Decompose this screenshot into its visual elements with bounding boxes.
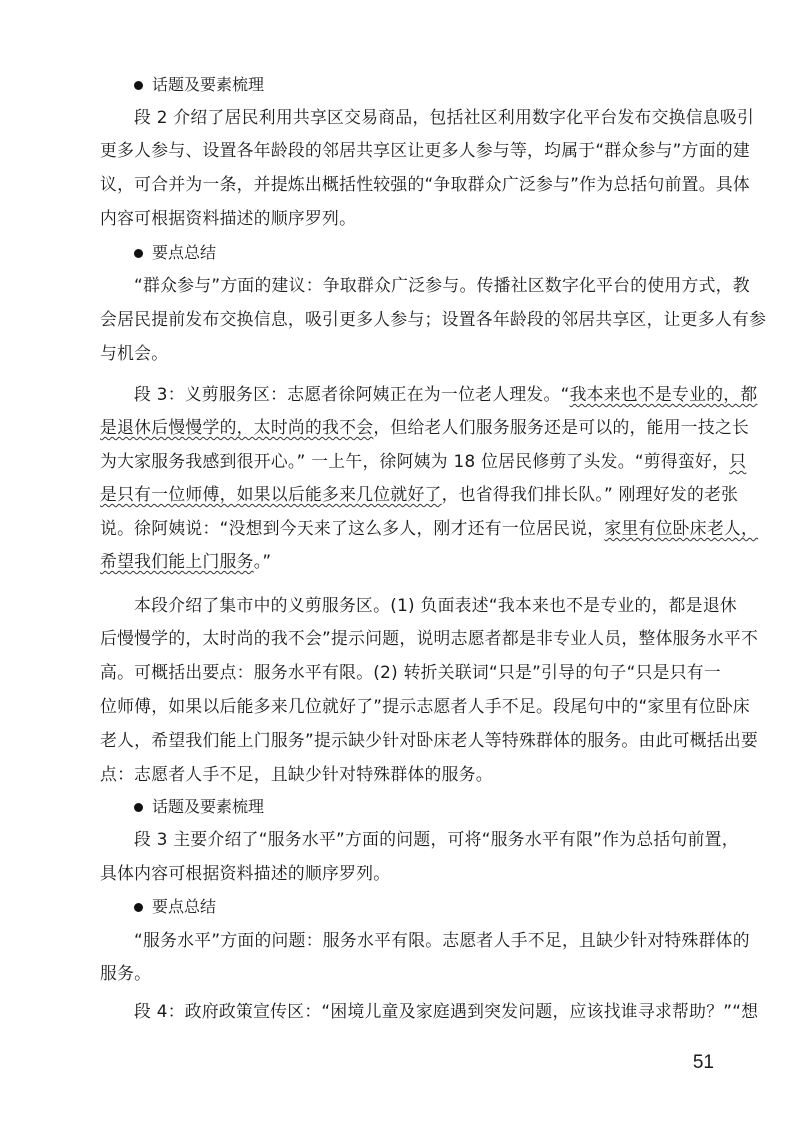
text-line (100, 383, 758, 405)
text-line (100, 450, 747, 472)
paragraph-topic-analysis-2 (100, 828, 739, 884)
paragraph-source-4 (100, 1000, 759, 1022)
text-line (100, 517, 759, 539)
text-line: 内容可根据资料描述的顺序罗列。 (100, 208, 357, 228)
underlined-text: 只 (729, 451, 747, 471)
text-line: 更多人参与、设置各年龄段的邻居共享区让更多人参与等，均属于“群众参与”方面的建 (100, 140, 750, 160)
paragraph-topic-analysis (100, 106, 755, 229)
bullet-dot-icon (134, 81, 143, 90)
section-summary-block-1 (100, 242, 700, 264)
section-summary-block-2 (100, 896, 700, 918)
text-line: 老人，希望我们能上门服务”提示缺少针对卧床老人等特殊群体的服务。由此可概括出要 (100, 730, 759, 750)
page-number: 51 (692, 1052, 714, 1073)
text-line: “群众参与”方面的建议：争取群众广泛参与。传播社区数字化平台的使用方式，教 (134, 275, 750, 295)
text-line: 后慢慢学的，太时尚的我不会”提示问题，说明志愿者都是非专业人员，整体服务水平不 (100, 628, 759, 648)
heading-text: 话题及要素梳理 (152, 797, 265, 816)
underlined-text: 是退休后慢慢学的，太时尚的我不会 (100, 417, 374, 437)
heading-text: 要点总结 (152, 243, 217, 262)
text-span: ，也省得我们排长队。” 刚理好发的老张 (441, 484, 739, 504)
text-line: 议，可合并为一条，并提炼出概括性较强的“争取群众广泛参与”作为总括句前置。具体 (100, 174, 750, 194)
text-span: ，但给老人们服务服务还是可以的，能用一技之长 (373, 417, 750, 437)
text-line: 段 2 介绍了居民利用共享区交易商品，包括社区利用数字化平台发布交换信息吸引 (134, 107, 755, 127)
text-span: 为大家服务我感到很开心。” 一上午，徐阿姨为 18 位居民修剪了头发。“剪得蛮好， (100, 451, 730, 471)
text-line: 位师傅，如果以后能多来几位就好了”提示志愿者人手不足。段尾句中的“家里有位卧床 (100, 696, 750, 716)
text-span: 说。徐阿姨说：“没想到今天来了这么多人，刚才还有一位居民说， (100, 518, 605, 538)
text-line: 具体内容可根据资料描述的顺序罗列。 (100, 863, 391, 883)
bullet-heading-topic (100, 796, 700, 818)
paragraph-source-3 (100, 383, 759, 572)
underlined-text: 家里有位卧床老人， (604, 518, 759, 538)
bullet-dot-icon (134, 903, 143, 912)
text-line (100, 483, 739, 505)
paragraph-summary-2 (100, 929, 750, 984)
text-line: 高。可概括出要点：服务水平有限。(2) 转折关联词“只是”引导的句子“只是只有一 (100, 662, 721, 682)
text-span: 段 3：义剪服务区：志愿者徐阿姨正在为一位老人理发。“ (134, 384, 570, 404)
text-span: 。” (253, 551, 272, 571)
underlined-text: 我本来也不是专业的，都 (569, 384, 758, 404)
section-topic-block-2 (100, 796, 700, 818)
text-line: 段 4：政府政策宣传区：“困境儿童及家庭遇到突发问题，应该找谁寻求帮助？”“想 (134, 1001, 759, 1021)
heading-text: 话题及要素梳理 (152, 75, 265, 94)
paragraph-summary-1 (100, 274, 767, 364)
bullet-dot-icon (134, 803, 143, 812)
text-line: 会居民提前发布交换信息，吸引更多人参与；设置各年龄段的邻居共享区，让更多人有参 (100, 309, 767, 329)
text-line: 服务。 (100, 963, 152, 983)
text-line: “服务水平”方面的问题：服务水平有限。志愿者人手不足，且缺少针对特殊群体的 (134, 930, 750, 950)
text-line (100, 416, 750, 438)
text-line: 段 3 主要介绍了“服务水平”方面的问题，可将“服务水平有限”作为总括句前置， (134, 829, 739, 849)
section-topic-block-1 (100, 74, 700, 96)
text-line: 本段介绍了集市中的义剪服务区。(1) 负面表述“我本来也不是专业的，都是退休 (134, 595, 737, 615)
heading-text: 要点总结 (152, 897, 217, 916)
underlined-text: 是只有一位师傅，如果以后能多来几位就好了 (100, 484, 442, 504)
text-line (100, 550, 700, 572)
paragraph-analysis-3 (100, 594, 759, 785)
bullet-heading-topic (100, 74, 700, 96)
bullet-heading-summary (100, 242, 700, 264)
underlined-text: 希望我们能上门服务 (100, 551, 254, 571)
bullet-heading-summary (100, 896, 700, 918)
text-line: 点：志愿者人手不足，且缺少针对特殊群体的服务。 (100, 764, 493, 784)
bullet-dot-icon (134, 249, 143, 258)
text-line: 与机会。 (100, 343, 169, 363)
